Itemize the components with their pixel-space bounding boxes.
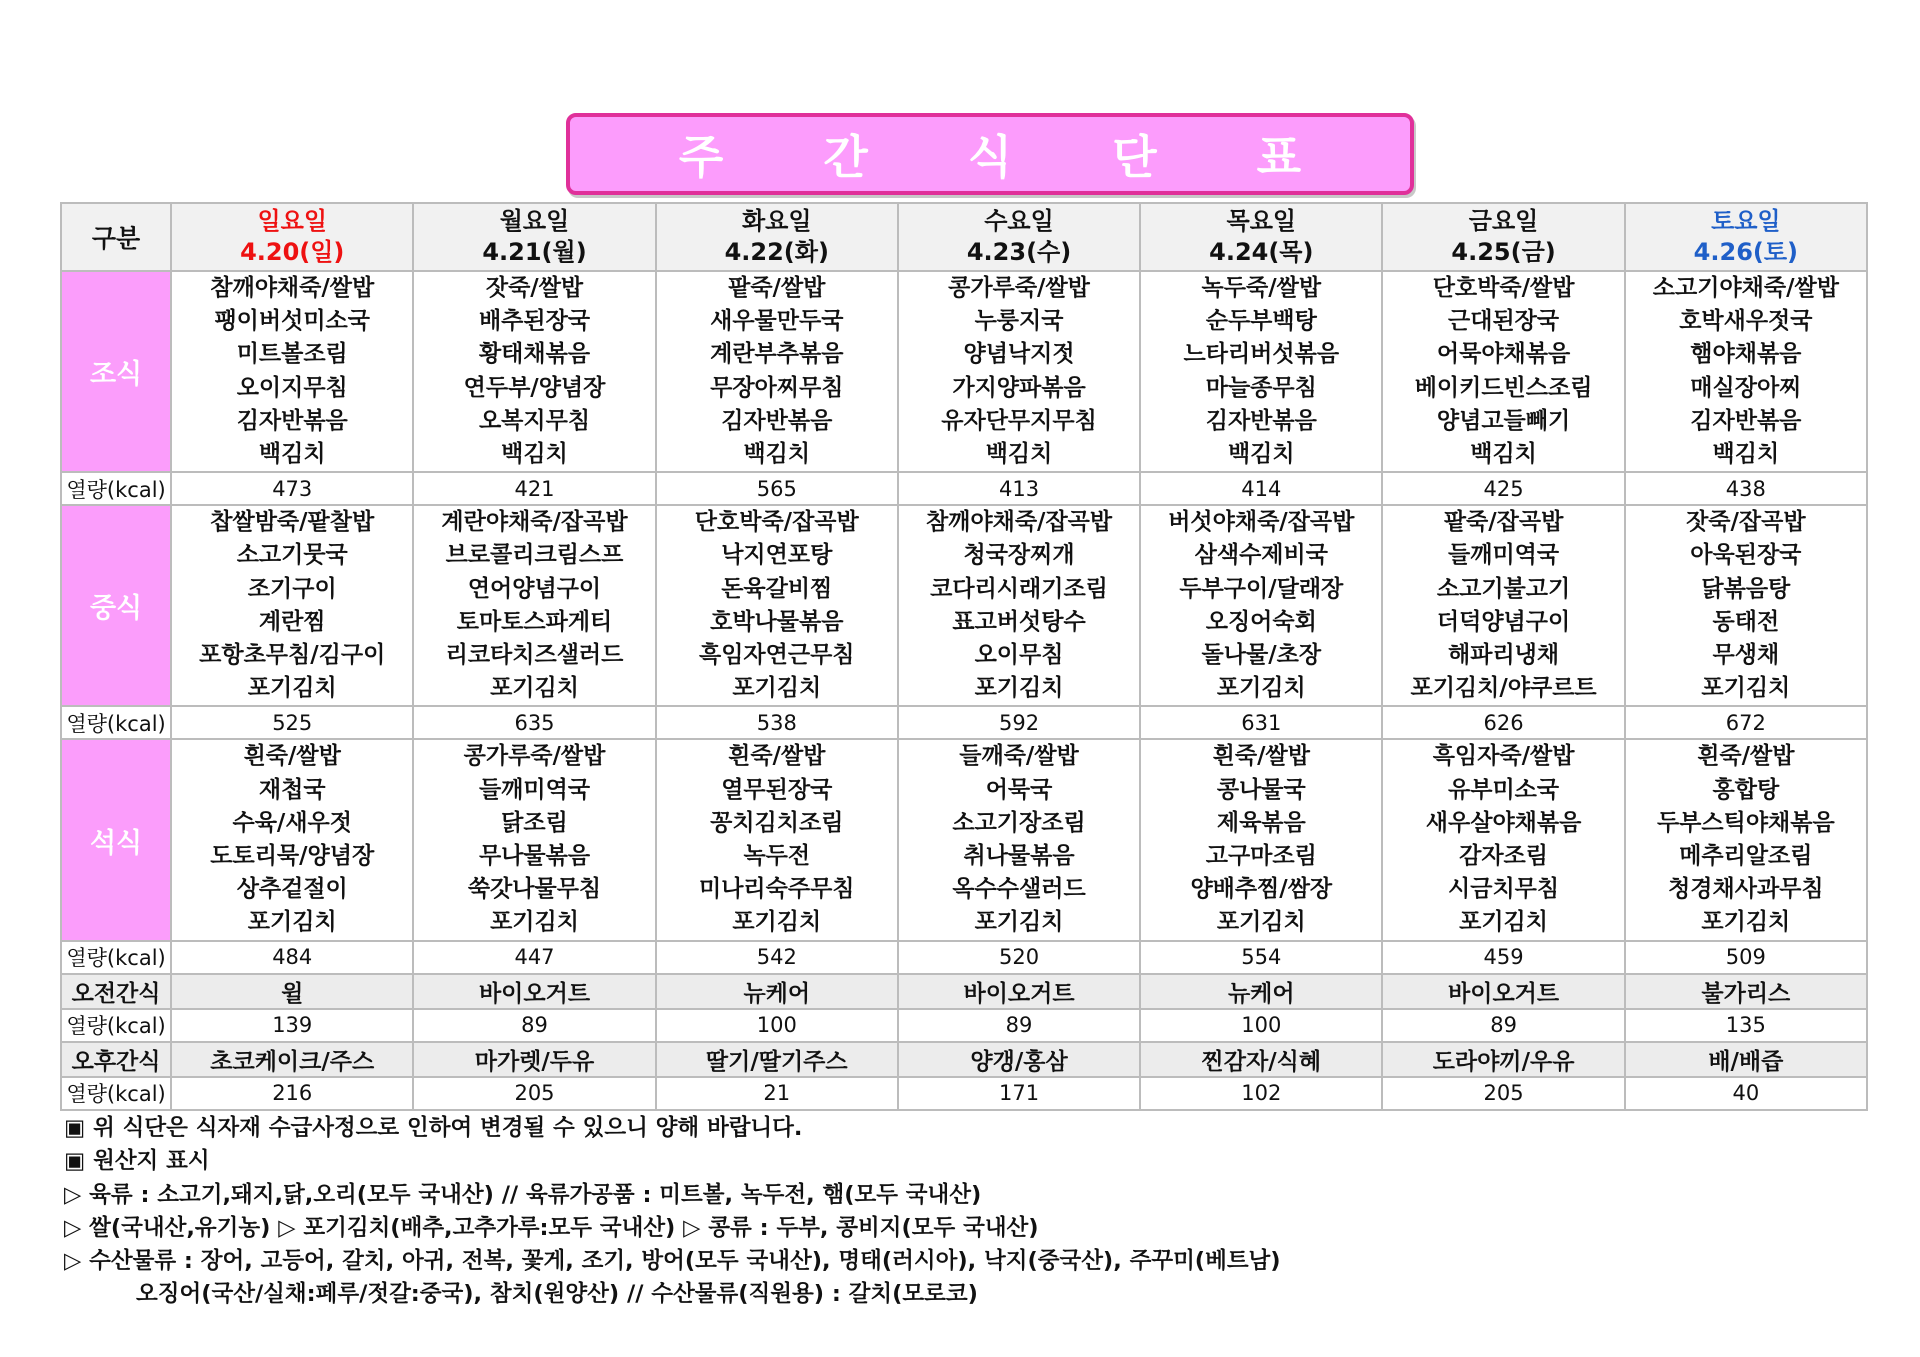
day-date: 4.21(월): [482, 238, 587, 266]
menu-item: 더덕양념구이: [1436, 608, 1571, 635]
menu-item: 백김치: [501, 441, 568, 468]
kcal-value: 635: [413, 706, 655, 739]
menu-item: 녹두전: [743, 843, 811, 870]
menu-item: 삼색수제비국: [1194, 542, 1328, 569]
note-line: ▣ 위 식단은 식자재 수급사정으로 인하여 변경될 수 있으니 양해 바랍니다.: [64, 1115, 803, 1141]
menu-item: 고구마조림: [1205, 843, 1317, 870]
menu-item: 흰죽/쌀밥: [243, 743, 341, 770]
menu-item: 배추된장국: [478, 308, 591, 335]
day-name: 수요일: [984, 207, 1054, 235]
page-title: 주 간 식 단 표: [566, 113, 1414, 195]
menu-item: 브로콜리크림스프: [445, 542, 624, 569]
header-label: 구분: [61, 203, 171, 271]
menu-item: 무장아찌무침: [710, 374, 844, 401]
menu-item: 메추리알조림: [1679, 843, 1813, 870]
meal-cell: [413, 271, 655, 472]
meal-cell: [171, 739, 413, 940]
kcal-value: 205: [413, 1077, 655, 1110]
day-header-sunday: [171, 203, 413, 271]
menu-item: 가지양파볶음: [952, 374, 1086, 401]
meal-cell: [171, 505, 413, 706]
menu-item: 콩가루죽/쌀밥: [463, 743, 606, 770]
menu-item: 청경채사과무침: [1668, 876, 1824, 903]
breakfast-row: [61, 271, 1867, 472]
menu-item: 닭조림: [501, 809, 568, 836]
menu-item: 베이키드빈스조림: [1414, 374, 1593, 401]
kcal-value: 102: [1140, 1077, 1382, 1110]
menu-item: 도토리묵/양념장: [210, 843, 375, 870]
meal-cell: [1382, 739, 1624, 940]
menu-item: 해파리냉채: [1448, 642, 1560, 669]
snack-row: [61, 974, 1867, 1009]
kcal-value: 565: [656, 472, 898, 505]
snack-item: 바이오거트: [898, 974, 1140, 1009]
menu-item: 포항초무침/김구이: [199, 642, 386, 669]
menu-item: 포기김치: [732, 675, 822, 702]
menu-item: 감자조림: [1459, 843, 1548, 870]
menu-item: 김자반볶음: [1690, 407, 1802, 434]
menu-item: 느타리버섯볶음: [1183, 341, 1340, 368]
menu-item: 홍합탕: [1712, 776, 1780, 803]
kcal-value: 520: [898, 941, 1140, 974]
meal-cell: [1625, 505, 1867, 706]
menu-item: 오이지무침: [236, 374, 348, 401]
day-header-monday: [413, 203, 655, 271]
kcal-value: 626: [1382, 706, 1624, 739]
menu-item: 백김치: [1712, 441, 1780, 468]
menu-item: 계란부추볶음: [710, 341, 844, 368]
meal-cell: [898, 271, 1140, 472]
meal-cell: [171, 271, 413, 472]
kcal-value: 484: [171, 941, 413, 974]
menu-item: 옥수수샐러드: [952, 876, 1086, 903]
kcal-value: 89: [898, 1009, 1140, 1042]
day-date: 4.22(화): [724, 238, 829, 266]
kcal-value: 21: [656, 1077, 898, 1110]
snack-item: 불가리스: [1625, 974, 1867, 1009]
menu-item: 양념고들빼기: [1436, 407, 1571, 434]
menu-item: 콩나물국: [1216, 776, 1306, 803]
note-line: ▷ 수산물류 : 장어, 고등어, 갈치, 아귀, 전복, 꽃게, 조기, 방어(모두 국내산), 명태(러시아), 낙지(중국산), 주꾸미(베트남): [64, 1248, 1281, 1275]
menu-item: 오이무침: [974, 642, 1064, 669]
kcal-value: 447: [413, 941, 655, 974]
kcal-value: 538: [656, 706, 898, 739]
meal-cell: [898, 505, 1140, 706]
menu-item: 어묵야채볶음: [1436, 341, 1571, 368]
menu-item: 포기김치: [1701, 675, 1791, 702]
menu-item: 시금치무침: [1448, 876, 1560, 903]
menu-item: 백김치: [1470, 441, 1537, 468]
kcal-value: 592: [898, 706, 1140, 739]
kcal-value: 425: [1382, 472, 1624, 505]
kcal-value: 672: [1625, 706, 1867, 739]
menu-item: 계란야채죽/잡곡밥: [441, 509, 628, 536]
meal-cell: [1625, 739, 1867, 940]
menu-body: [61, 271, 1867, 1110]
menu-item: 새우살야채볶음: [1425, 809, 1582, 836]
menu-item: 어묵국: [985, 776, 1053, 803]
kcal-value: 40: [1625, 1077, 1867, 1110]
menu-item: 포기김치: [732, 909, 822, 936]
menu-item: 찹쌀밤죽/팥찰밥: [210, 509, 375, 536]
day-header-saturday: [1625, 203, 1867, 271]
menu-item: 청국장찌개: [963, 542, 1075, 569]
meal-cell: [1625, 271, 1867, 472]
menu-item: 코다리시래기조림: [930, 575, 1108, 602]
menu-item: 포기김치: [1701, 909, 1791, 936]
snack-item: 바이오거트: [1382, 974, 1624, 1009]
day-header-row: [61, 203, 1867, 271]
menu-item: 돈육갈비찜: [721, 575, 833, 602]
day-name: 토요일: [1711, 207, 1781, 235]
kcal-label: 열량(kcal): [61, 706, 171, 739]
kcal-value: 438: [1625, 472, 1867, 505]
menu-item: 포기김치: [490, 675, 579, 702]
menu-item: 단호박죽/쌀밥: [1432, 275, 1575, 301]
menu-item: 열무된장국: [721, 776, 833, 803]
kcal-value: 100: [1140, 1009, 1382, 1042]
menu-item: 꽁치김치조림: [710, 809, 844, 836]
day-date: 4.24(목): [1209, 238, 1314, 266]
kcal-value: 89: [1382, 1009, 1624, 1042]
menu-item: 아욱된장국: [1690, 542, 1802, 569]
menu-item: 취나물볶음: [963, 843, 1075, 870]
menu-item: 동태전: [1712, 608, 1780, 635]
day-name: 월요일: [499, 207, 570, 235]
kcal-value: 89: [413, 1009, 655, 1042]
snack-item: 딸기/딸기주스: [656, 1042, 898, 1077]
menu-item: 돌나물/초장: [1201, 642, 1322, 669]
kcal-row: [61, 706, 1867, 739]
menu-item: 들깨죽/쌀밥: [959, 743, 1079, 770]
meal-cell: [656, 271, 898, 472]
meal-cell: [656, 505, 898, 706]
day-date: 4.25(금): [1451, 238, 1556, 266]
menu-item: 포기김치: [247, 675, 337, 702]
menu-item: 닭볶음탕: [1701, 575, 1791, 602]
menu-item: 미트볼조림: [236, 341, 348, 368]
menu-item: 오징어숙회: [1205, 608, 1317, 635]
menu-item: 콩가루죽/쌀밥: [948, 275, 1090, 301]
menu-item: 햄야채볶음: [1690, 341, 1802, 368]
dinner-row: [61, 739, 1867, 940]
day-date: 4.23(수): [966, 238, 1072, 266]
menu-item: 소고기야채죽/쌀밥: [1652, 275, 1839, 301]
meal-cell: [898, 739, 1140, 940]
meal-cell: [1140, 505, 1382, 706]
menu-item: 참깨야채죽/잡곡밥: [925, 509, 1113, 536]
day-header-tuesday: [656, 203, 898, 271]
snack-item: 도라야끼/우유: [1382, 1042, 1624, 1077]
kcal-value: 473: [171, 472, 413, 505]
menu-item: 흰죽/쌀밥: [1697, 743, 1795, 770]
weekly-menu-table: [60, 202, 1868, 1111]
snack-item: 뉴케어: [1140, 974, 1382, 1009]
meal-cell: [1382, 271, 1624, 472]
menu-item: 두부스틱야채볶음: [1656, 809, 1835, 836]
kcal-value: 542: [656, 941, 898, 974]
kcal-value: 139: [171, 1009, 413, 1042]
day-name: 화요일: [741, 207, 812, 235]
menu-item: 제육볶음: [1216, 809, 1306, 836]
menu-item: 조기구이: [247, 575, 337, 602]
menu-item: 누룽지국: [974, 308, 1064, 335]
menu-item: 수육/새우젓: [232, 809, 352, 836]
menu-item: 포기김치: [974, 909, 1064, 936]
menu-item: 백김치: [985, 441, 1053, 468]
day-header-thursday: [1140, 203, 1382, 271]
menu-item: 김자반볶음: [721, 407, 833, 434]
kcal-value: 414: [1140, 472, 1382, 505]
meal-label: 석식: [61, 739, 171, 940]
day-name: 일요일: [257, 207, 328, 235]
day-name: 금요일: [1468, 207, 1539, 235]
meal-label: 조식: [61, 271, 171, 472]
menu-item: 연어양념구이: [467, 575, 602, 602]
menu-item: 흰죽/쌀밥: [728, 743, 826, 770]
meal-cell: [1140, 271, 1382, 472]
snack-label: 오전간식: [61, 974, 171, 1009]
meal-cell: [413, 505, 655, 706]
menu-item: 쑥갓나물무침: [467, 876, 602, 903]
kcal-value: 554: [1140, 941, 1382, 974]
menu-item: 표고버섯탕수: [952, 608, 1086, 635]
menu-item: 포기김치: [1216, 675, 1306, 702]
menu-item: 호박새우젓국: [1679, 308, 1813, 335]
menu-item: 흑임자죽/쌀밥: [1432, 743, 1575, 770]
menu-item: 양배추찜/쌈장: [1190, 876, 1333, 903]
snack-row: [61, 1042, 1867, 1077]
menu-item: 유자단무지무침: [941, 407, 1097, 434]
menu-item: 소고기불고기: [1436, 575, 1571, 602]
kcal-value: 135: [1625, 1009, 1867, 1042]
meal-cell: [1382, 505, 1624, 706]
menu-item: 소고기뭇국: [236, 542, 348, 569]
kcal-value: 525: [171, 706, 413, 739]
menu-item: 버섯야채죽/잡곡밥: [1168, 509, 1355, 536]
snack-item: 뉴케어: [656, 974, 898, 1009]
kcal-label: 열량(kcal): [61, 472, 171, 505]
menu-item: 재첩국: [258, 776, 326, 803]
kcal-value: 100: [656, 1009, 898, 1042]
menu-item: 백김치: [258, 441, 326, 468]
kcal-row: [61, 941, 1867, 974]
menu-item: 녹두죽/쌀밥: [1201, 275, 1322, 301]
note-line: 오징어(국산/실채:페루/젓갈:중국), 참치(원양산) // 수산물류(직원용) : 갈치(모로코): [136, 1281, 978, 1308]
menu-item: 두부구이/달래장: [1179, 575, 1344, 602]
kcal-row: [61, 1077, 1867, 1110]
snack-item: 찐감자/식혜: [1140, 1042, 1382, 1077]
menu-item: 단호박죽/잡곡밥: [694, 509, 859, 536]
kcal-value: 205: [1382, 1077, 1624, 1110]
snack-item: 양갱/홍삼: [898, 1042, 1140, 1077]
menu-item: 근대된장국: [1448, 308, 1560, 335]
menu-item: 팥죽/잡곡밥: [1443, 509, 1564, 536]
kcal-row: [61, 472, 1867, 505]
menu-item: 낙지연포탕: [721, 542, 833, 569]
notes-section: [64, 1112, 1281, 1312]
lunch-row: [61, 505, 1867, 706]
menu-item: 계란찜: [258, 608, 326, 635]
kcal-value: 421: [413, 472, 655, 505]
menu-item: 포기김치: [490, 909, 579, 936]
menu-item: 흑임자연근무침: [699, 642, 855, 669]
kcal-label: 열량(kcal): [61, 1077, 171, 1110]
menu-item: 김자반볶음: [236, 407, 348, 434]
snack-item: 배/배즙: [1625, 1042, 1867, 1077]
menu-item: 백김치: [743, 441, 811, 468]
menu-item: 오복지무침: [478, 407, 591, 434]
snack-item: 마가렛/두유: [413, 1042, 655, 1077]
menu-item: 잣죽/잡곡밥: [1686, 509, 1806, 536]
menu-item: 들깨미역국: [1448, 542, 1560, 569]
menu-item: 순두부백탕: [1205, 308, 1317, 335]
meal-label: 중식: [61, 505, 171, 706]
meal-cell: [1140, 739, 1382, 940]
snack-item: 바이오거트: [413, 974, 655, 1009]
menu-item: 새우물만두국: [710, 308, 844, 335]
kcal-value: 413: [898, 472, 1140, 505]
menu-item: 참깨야채죽/쌀밥: [210, 275, 375, 301]
menu-item: 팽이버섯미소국: [214, 308, 370, 335]
menu-item: 마늘종무침: [1205, 374, 1317, 401]
menu-item: 호박나물볶음: [710, 608, 844, 635]
menu-item: 잣죽/쌀밥: [485, 275, 584, 301]
kcal-label: 열량(kcal): [61, 941, 171, 974]
menu-item: 포기김치: [247, 909, 337, 936]
kcal-value: 171: [898, 1077, 1140, 1110]
note-line: ▷ 육류 : 소고기,돼지,닭,오리(모두 국내산) // 육류가공품 : 미트볼, 녹두전, 햄(모두 국내산): [64, 1181, 982, 1208]
meal-cell: [413, 739, 655, 940]
menu-item: 미나리숙주무침: [699, 876, 855, 903]
menu-item: 유부미소국: [1448, 776, 1560, 803]
meal-cell: [656, 739, 898, 940]
menu-item: 토마토스파게티: [456, 608, 613, 635]
menu-item: 소고기장조림: [952, 809, 1086, 836]
menu-item: 포기김치: [974, 675, 1064, 702]
note-line: ▷ 쌀(국내산,유기농) ▷ 포기김치(배추,고추가루:모두 국내산) ▷ 콩류 : 두부, 콩비지(모두 국내산): [64, 1214, 1039, 1241]
day-name: 목요일: [1226, 207, 1297, 235]
menu-item: 포기김치/야쿠르트: [1410, 675, 1597, 702]
menu-item: 들깨미역국: [478, 776, 591, 803]
day-date: 4.26(토): [1693, 238, 1799, 266]
menu-item: 황태채볶음: [478, 341, 591, 368]
menu-item: 흰죽/쌀밥: [1212, 743, 1310, 770]
day-header-wednesday: [898, 203, 1140, 271]
menu-item: 매실장아찌: [1690, 374, 1802, 401]
menu-item: 무생채: [1712, 642, 1780, 669]
menu-item: 리코타치즈샐러드: [445, 642, 624, 669]
day-header-friday: [1382, 203, 1624, 271]
menu-item: 연두부/양념장: [463, 374, 606, 401]
kcal-value: 216: [171, 1077, 413, 1110]
kcal-value: 631: [1140, 706, 1382, 739]
menu-item: 양념낙지젓: [963, 341, 1075, 368]
kcal-row: [61, 1009, 1867, 1042]
snack-item: 윌: [171, 974, 413, 1009]
kcal-label: 열량(kcal): [61, 1009, 171, 1042]
menu-item: 백김치: [1227, 441, 1295, 468]
menu-item: 포기김치: [1216, 909, 1306, 936]
note-line: ▣ 원산지 표시: [64, 1148, 210, 1175]
snack-label: 오후간식: [61, 1042, 171, 1077]
snack-item: 초코케이크/주스: [171, 1042, 413, 1077]
kcal-value: 459: [1382, 941, 1624, 974]
menu-item: 포기김치: [1459, 909, 1548, 936]
menu-item: 무나물볶음: [478, 843, 591, 870]
menu-item: 팥죽/쌀밥: [728, 275, 826, 301]
menu-item: 김자반볶음: [1205, 407, 1317, 434]
kcal-value: 509: [1625, 941, 1867, 974]
menu-item: 상추겉절이: [236, 876, 348, 903]
day-date: 4.20(일): [240, 238, 345, 266]
